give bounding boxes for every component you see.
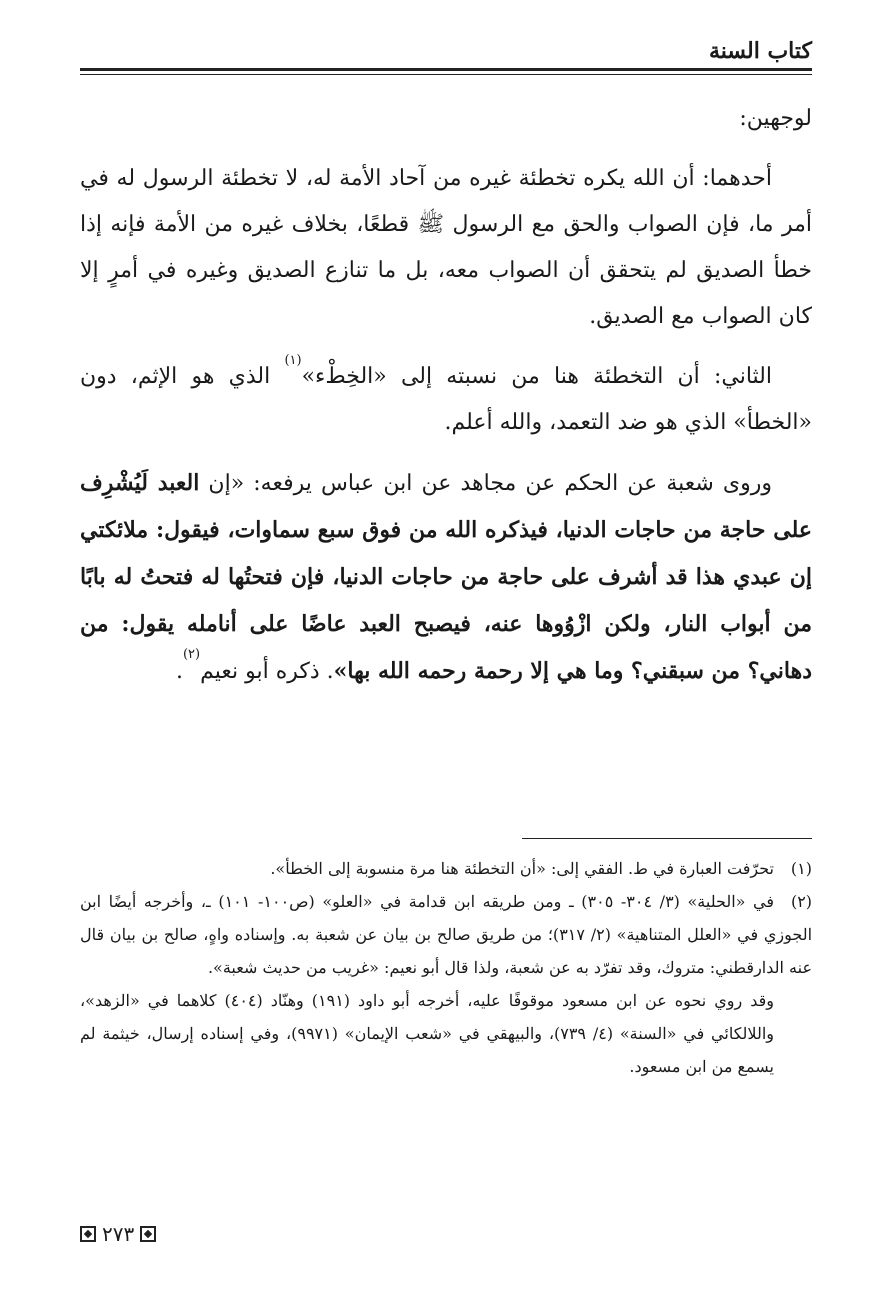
text-segment: . ذكره أبو نعيم (200, 659, 334, 684)
footnote-separator (522, 838, 812, 839)
running-title: كتاب السنة (708, 38, 812, 64)
header-rule-thick (80, 68, 812, 71)
footnote-ref[interactable]: (١) (284, 353, 302, 368)
header-rule-thin (80, 74, 812, 75)
footnote-2 (80, 885, 812, 984)
paragraph-intro: لوجهين: (739, 106, 812, 131)
text-segment: وروى شعبة عن الحكم عن مجاهد عن ابن عباس يرفعه: «إن (199, 471, 772, 496)
footnotes (80, 852, 812, 1083)
footnote-text: تحرّفت العبارة في ط. الفقي إلى: «أن التخطئة هنا مرة منسوبة إلى الخطأ». (270, 859, 774, 878)
paragraph-second-reason (80, 354, 812, 446)
paragraph-first-reason: أحدهما: أن الله يكره تخطئة غيره من آحاد الأمة له، لا تخطئة الرسول له في أمر ما، فإن الصواب والحق مع الرسول ﷺ قطعًا، بخلاف غيره من الأمة فإنه إذا خطأ الصديق لم يتحقق أن الصواب معه، بل ما تنازع الصديق وغيره في أمرٍ إلا كان الصواب مع الصديق. (80, 166, 812, 329)
footnote-ref[interactable]: (٢) (182, 647, 201, 662)
ornament-icon (80, 1226, 96, 1242)
footnote-number: (١) (790, 859, 812, 878)
text-segment: الذي هو الإثم، دون «الخطأ» الذي هو ضد التعمد، والله أعلم. (80, 364, 812, 435)
hadith-text: العبد لَيُشْرِف على حاجة من حاجات الدنيا، فيذكره الله من فوق سبع سماوات، فيقول: ملائكتي إن عبدي هذا قد أشرف على حاجة من حاجات الدنيا، فإن فتحتُها له فتحتُ له بابًا من أبواب النار، ولكن ازْوُوها عنه، فيصبح العبد عاضًا على أنامله يقول: من دهاني؟ من سبقني؟ وما هي إلا رحمة رحمه الله بها» (80, 470, 812, 684)
text-segment: الثاني: أن التخطئة هنا من نسبته إلى «الخِطْء» (301, 364, 772, 389)
main-text (80, 96, 812, 709)
footnote-2-continued: وقد روي نحوه عن ابن مسعود موقوفًا عليه، أخرجه أبو داود (١٩١) وهنّاد (٤٠٤) كلاهما في «الزهد»، واللالكائي في «السنة» (٤/ ٧٣٩)، والبيهقي في «شعب الإيمان» (٩٩٧١)، وفي إسناده إرسال، خيثمة لم يسمع من ابن مسعود. (80, 991, 775, 1076)
footnote-number: (٢) (790, 892, 813, 911)
footnote-1 (80, 852, 812, 885)
page-number: ٢٧٣ (102, 1222, 135, 1246)
page-folio (80, 1222, 156, 1246)
footnote-text: في «الحلية» (٣/ ٣٠٤- ٣٠٥) ـ ومن طريقه ابن قدامة في «العلو» (ص١٠٠- ١٠١) ـ، وأخرجه أيضًا ابن الجوزي في «العلل المتناهية» (٢/ ٣١٧)؛ من طريق صالح بن بيان عن شعبة به. وإسناده واهٍ، صالح بن بيان قال عنه الدارقطني: متروك، وقد تفرّد به عن شعبة، ولذا قال أبو نعيم: «غريب من حديث شعبة». (80, 892, 813, 977)
ornament-icon (140, 1226, 156, 1242)
paragraph-hadith (80, 460, 812, 695)
text-segment: . (175, 659, 183, 684)
